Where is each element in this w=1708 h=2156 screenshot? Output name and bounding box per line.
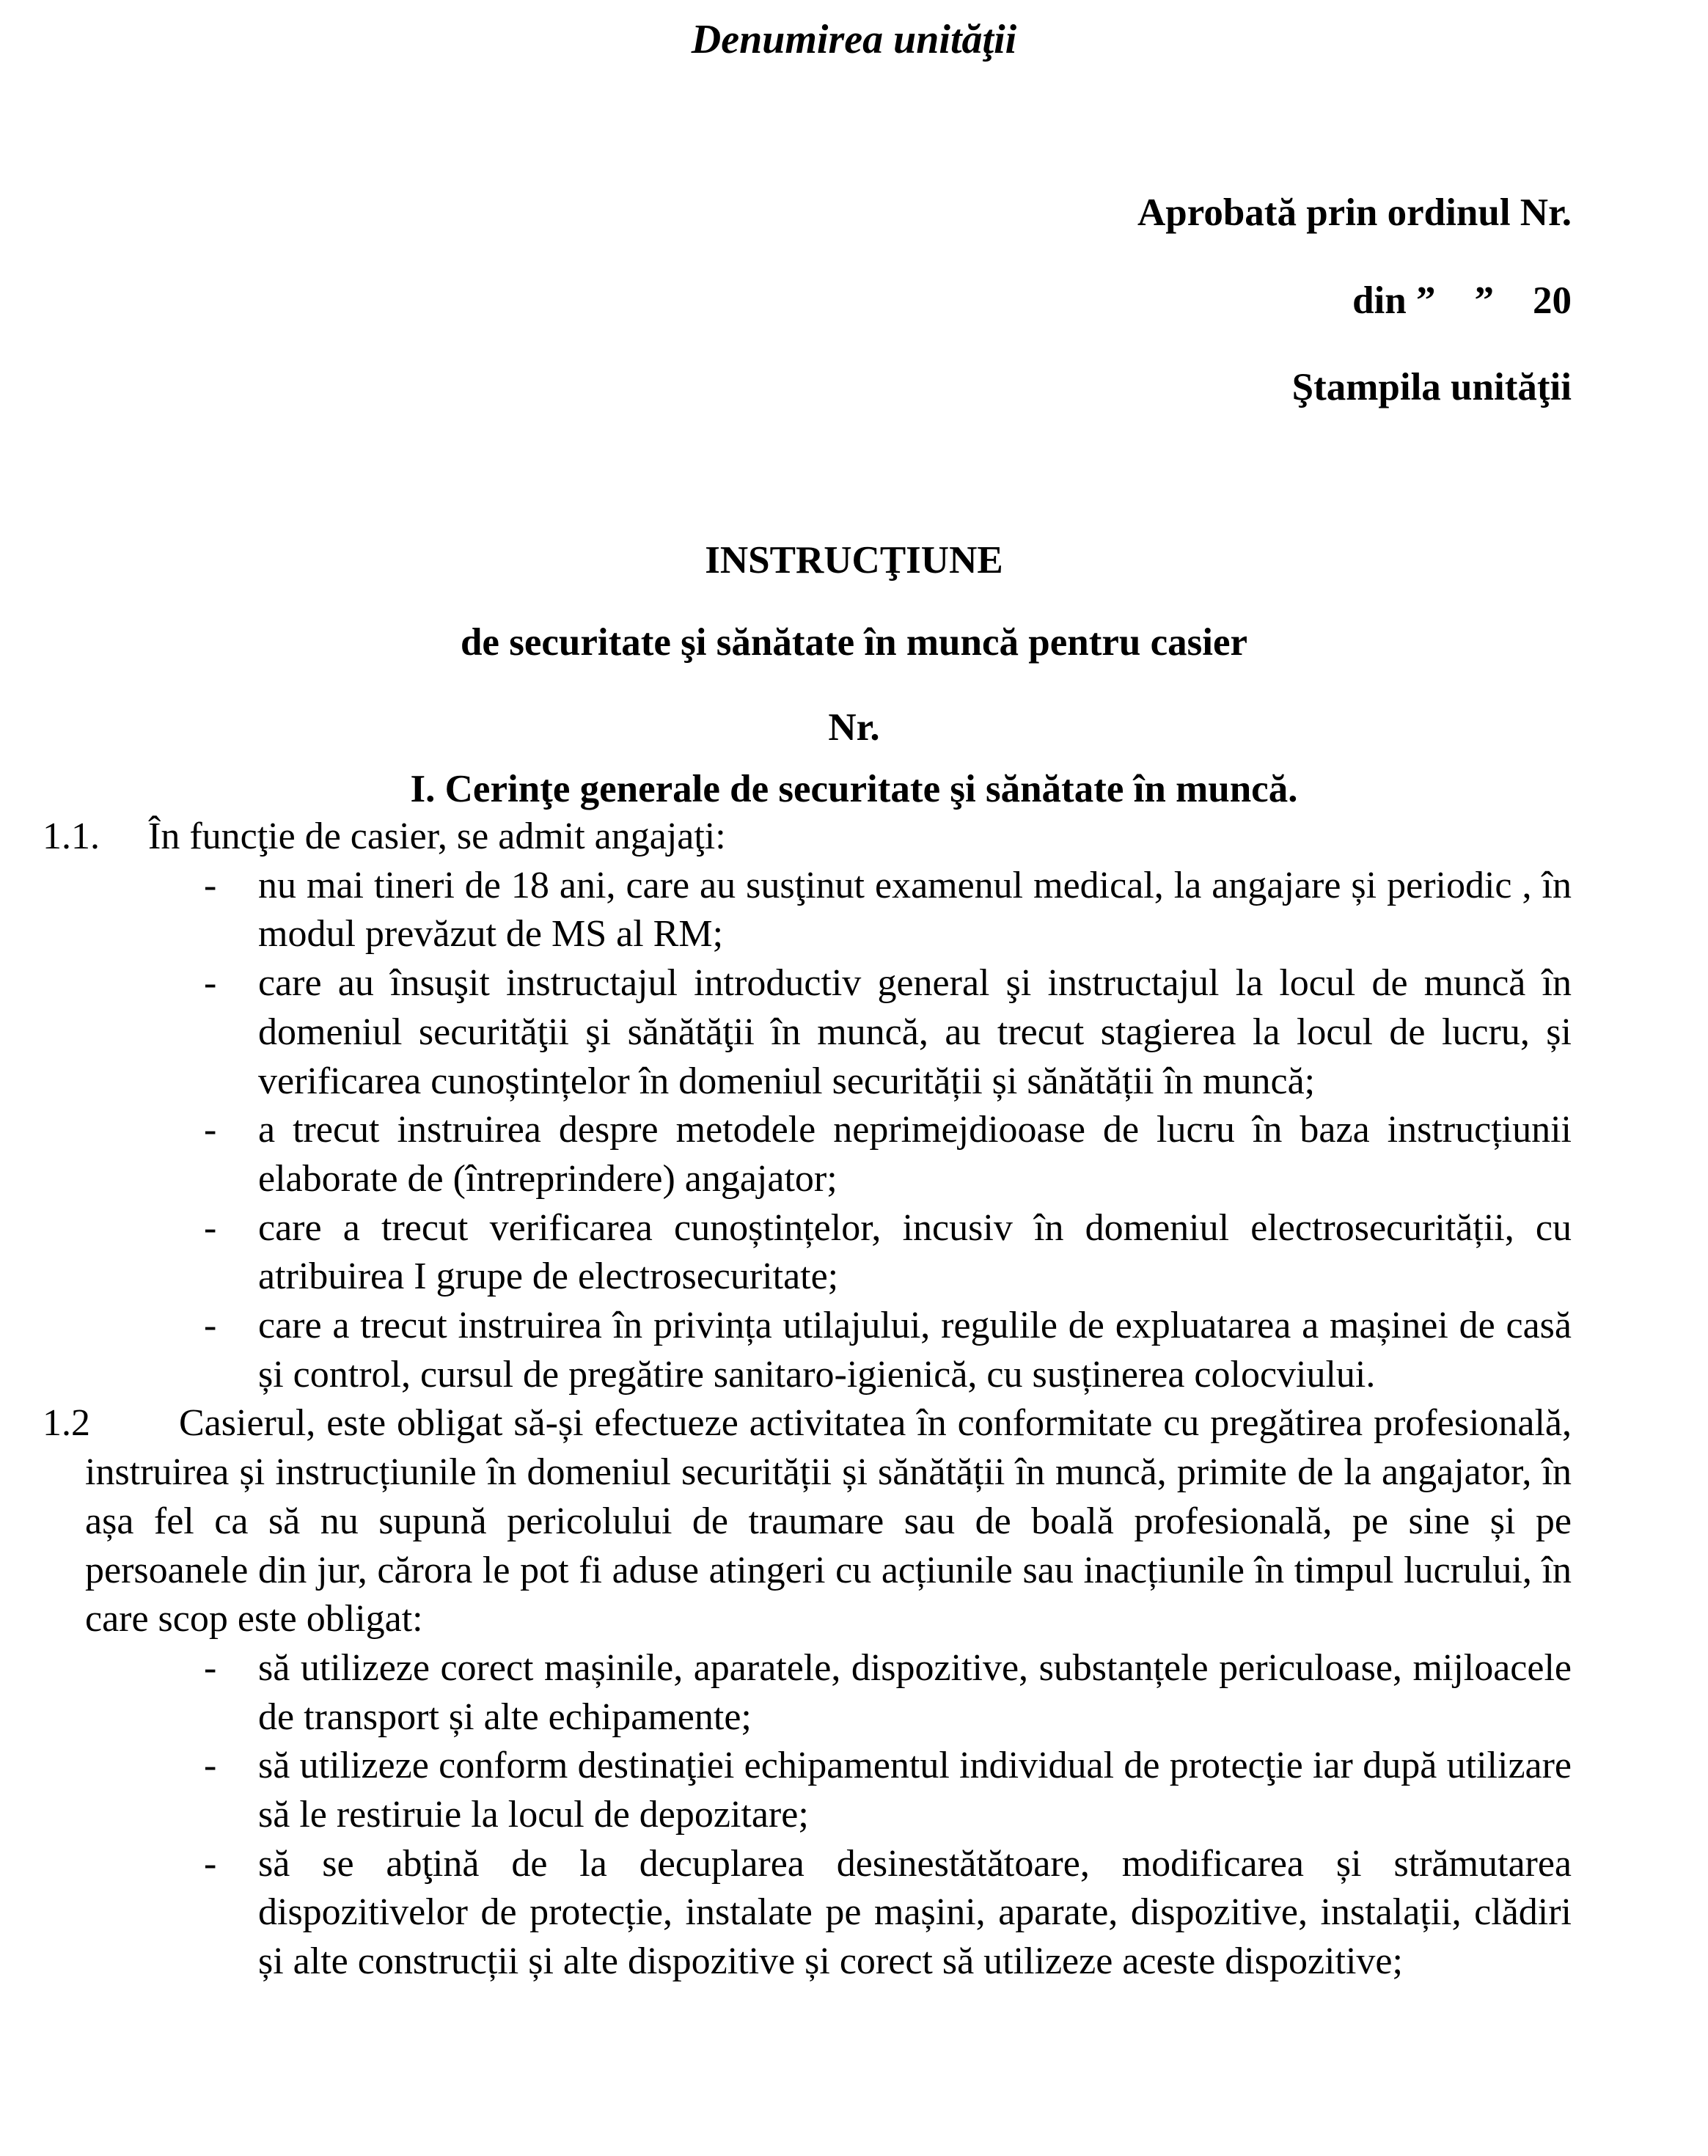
approval-date-line: din ” ” 20	[1352, 279, 1572, 322]
list-item-text: să se abţină de la decuplarea desinestătătoare, modificarea și strămutarea dispozitivelor de protecție, instalate pe mașini, aparate, dispozitive, instalații, clădiri și alte construcții și alte dispozitive și corect să utilizeze aceste dispozitive;	[258, 1842, 1572, 1983]
list-marker: -	[204, 864, 217, 906]
list-item	[0, 1106, 1708, 1203]
list-item-text: a trecut instruirea despre metodele neprimejdiooase de lucru în baza instrucțiunii elaborate de (întreprindere) angajator;	[258, 1109, 1572, 1200]
paragraph-1-1	[0, 813, 1708, 862]
list-marker: -	[204, 1842, 217, 1885]
list-item	[0, 1742, 1708, 1839]
obligations-list	[0, 1644, 1708, 1987]
list-marker: -	[204, 1305, 217, 1347]
document-subtitle: de securitate şi sănătate în muncă pentru casier	[460, 621, 1248, 664]
paragraph-intro: În funcţie de casier, se admit angajaţi:	[148, 815, 726, 857]
list-marker: -	[204, 1109, 217, 1151]
list-item	[0, 1204, 1708, 1302]
document-title: INSTRUCŢIUNE	[705, 539, 1003, 582]
list-item-text: care a trecut instruirea în privința utilajului, regulile de expluatarea a mașinei de casă și control, cursul de pregătire sanitaro-igienică, cu susținerea colocviului.	[258, 1305, 1572, 1396]
unit-stamp-line: Ştampila unităţii	[1291, 366, 1572, 408]
list-marker: -	[204, 1745, 217, 1787]
paragraph-1-2	[0, 1399, 1708, 1644]
paragraph-text: Casierul, este obligat să-și efectueze activitatea în conformitate cu pregătirea profesională, instruirea și instrucțiunile în domeniul securității și sănătății în muncă, primite de la angajator, în așa fel ca să nu supună pericolului de traumare sau de boală profesională, pe sine și pe persoanele din jur, cărora le pot fi aduse atingeri cu acțiunile sau inacțiunile în timpul lucrului, în care scop este obligat:	[85, 1402, 1572, 1640]
document-body	[0, 813, 1708, 1987]
list-item	[0, 959, 1708, 1106]
document-number: Nr.	[828, 706, 880, 749]
approval-order-line: Aprobată prin ordinul Nr.	[1137, 191, 1572, 234]
paragraph-number: 1.1.	[43, 815, 100, 857]
list-marker: -	[204, 1646, 217, 1689]
list-item-text: să utilizeze conform destinaţiei echipamentul individual de protecţie iar după utilizare să le restiruie la locul de depozitare;	[258, 1745, 1572, 1836]
requirements-list	[0, 862, 1708, 1400]
list-item-text: să utilizeze corect mașinile, aparatele, dispozitive, substanțele periculoase, mijloacele de transport și alte echipamente;	[258, 1646, 1572, 1738]
list-item	[0, 862, 1708, 959]
list-marker: -	[204, 1206, 217, 1249]
list-item	[0, 1644, 1708, 1742]
list-marker: -	[204, 962, 217, 1005]
list-item-text: care au însuşit instructajul introductiv general şi instructajul la locul de muncă în domeniul securităţii şi sănătăţii în muncă, au trecut stagierea la locul de lucru, și verificarea cunoștințelor în domeniul securității și sănătății în muncă;	[258, 962, 1572, 1102]
paragraph-number: 1.2	[43, 1402, 90, 1445]
list-item	[0, 1302, 1708, 1399]
unit-name: Denumirea unităţii	[691, 17, 1017, 62]
list-item-text: nu mai tineri de 18 ani, care au susţinut examenul medical, la angajare și periodic , în modul prevăzut de MS al RM;	[258, 864, 1572, 956]
list-item-text: care a trecut verificarea cunoștințelor, incusiv în domeniul electrosecurității, cu atribuirea I grupe de electrosecuritate;	[258, 1206, 1572, 1298]
list-item	[0, 1840, 1708, 1987]
section-heading: I. Cerinţe generale de securitate şi sănătate în muncă.	[410, 768, 1298, 810]
